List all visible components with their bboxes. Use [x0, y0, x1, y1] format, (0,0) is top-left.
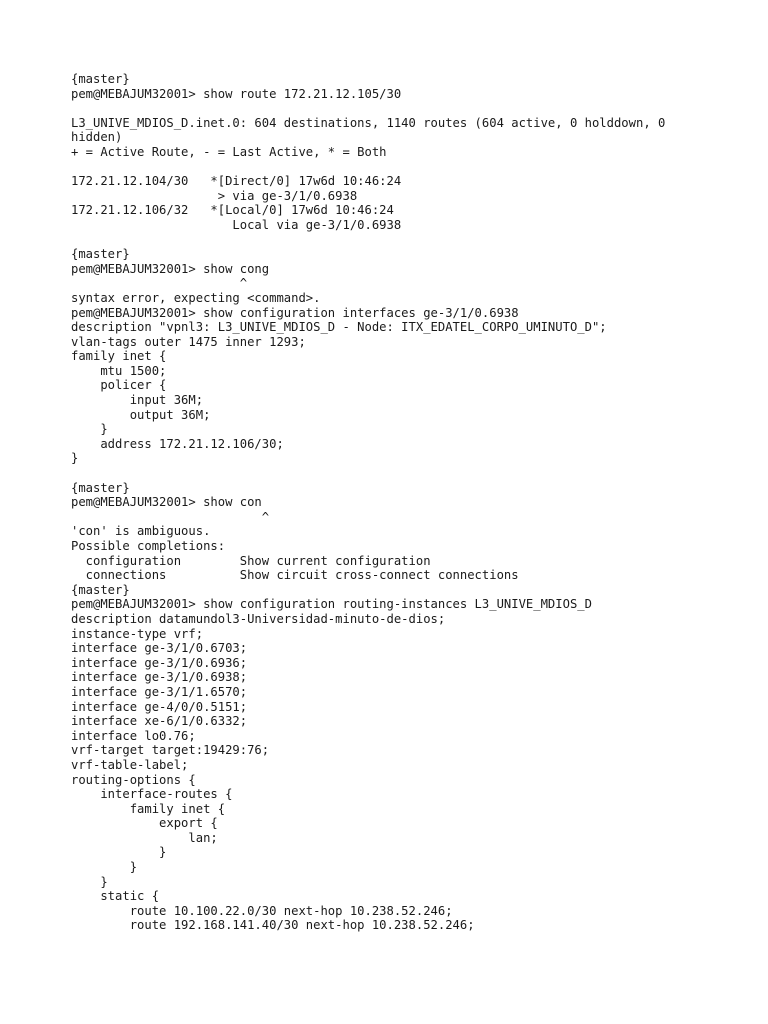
- line-config: interface ge-3/1/0.6936;: [71, 655, 248, 670]
- line-config: family inet {: [71, 349, 167, 364]
- line-route-table-summary-wrap: hidden): [71, 130, 123, 145]
- line-route-entry: 172.21.12.104/30 *[Direct/0] 17w6d 10:46:24: [71, 174, 402, 189]
- line-config: policer {: [71, 378, 167, 393]
- line-config: }: [71, 422, 108, 437]
- line-config: route 192.168.141.40/30 next-hop 10.238.52.246;: [71, 918, 475, 933]
- line-config: interface xe-6/1/0.6332;: [71, 714, 248, 729]
- line-command-show-cong: pem@MEBAJUM32001> show cong: [71, 261, 270, 276]
- line-route-entry: 172.21.12.106/32 *[Local/0] 17w6d 10:46:24: [71, 203, 394, 218]
- line-config: interface-routes {: [71, 787, 233, 802]
- line-route-nexthop: Local via ge-3/1/0.6938: [71, 217, 402, 232]
- line-blank: [71, 233, 761, 248]
- line-syntax-error: syntax error, expecting <command>.: [71, 290, 321, 305]
- line-config: lan;: [71, 830, 218, 845]
- line-command-show-route: pem@MEBAJUM32001> show route 172.21.12.105/30: [71, 86, 402, 101]
- line-config: routing-options {: [71, 772, 196, 787]
- line-config: family inet {: [71, 801, 226, 816]
- line-config: }: [71, 451, 79, 466]
- line-command-show-config-routing-instances: pem@MEBAJUM32001> show configuration routing-instances L3_UNIVE_MDIOS_D: [71, 597, 592, 612]
- line-command-show-config-interfaces: pem@MEBAJUM32001> show configuration interfaces ge-3/1/0.6938: [71, 305, 519, 320]
- line-config: static {: [71, 889, 160, 904]
- line-config: description datamundol3-Universidad-minuto-de-dios;: [71, 611, 446, 626]
- line-config: vrf-target target:19429:76;: [71, 743, 270, 758]
- line-blank: [71, 466, 761, 481]
- line-route-legend: + = Active Route, - = Last Active, * = Both: [71, 144, 387, 159]
- line-blank: [71, 101, 761, 116]
- line-config: interface ge-3/1/0.6938;: [71, 670, 248, 685]
- line-config: interface lo0.76;: [71, 728, 196, 743]
- line-config: }: [71, 860, 138, 875]
- line-config: interface ge-3/1/1.6570;: [71, 684, 248, 699]
- line-config: interface ge-3/1/0.6703;: [71, 641, 248, 656]
- line-prompt-context: {master}: [71, 480, 130, 495]
- line-config: description "vpnl3: L3_UNIVE_MDIOS_D - Node: ITX_EDATEL_CORPO_UMINUTO_D";: [71, 320, 607, 335]
- line-command-show-con: pem@MEBAJUM32001> show con: [71, 495, 262, 510]
- line-prompt-context: {master}: [71, 72, 130, 86]
- line-ambiguous-error: 'con' is ambiguous.: [71, 524, 211, 539]
- line-config: route 10.100.22.0/30 next-hop 10.238.52.246;: [71, 903, 453, 918]
- line-config: output 36M;: [71, 407, 211, 422]
- line-config: address 172.21.12.106/30;: [71, 436, 284, 451]
- line-blank: [71, 160, 761, 175]
- line-config: instance-type vrf;: [71, 626, 204, 641]
- line-config: mtu 1500;: [71, 363, 167, 378]
- line-error-caret: ^: [71, 509, 270, 524]
- line-error-caret: ^: [71, 276, 248, 291]
- line-route-table-summary: L3_UNIVE_MDIOS_D.inet.0: 604 destinations, 1140 routes (604 active, 0 holddown, 0: [71, 115, 666, 130]
- line-config: interface ge-4/0/0.5151;: [71, 699, 248, 714]
- line-config: export {: [71, 816, 218, 831]
- line-prompt-context: {master}: [71, 582, 130, 597]
- line-config: }: [71, 845, 167, 860]
- line-completions-header: Possible completions:: [71, 539, 226, 553]
- line-config: }: [71, 874, 108, 889]
- line-config: input 36M;: [71, 393, 204, 408]
- line-prompt-context: {master}: [71, 247, 130, 262]
- line-route-nexthop: > via ge-3/1/0.6938: [71, 188, 358, 203]
- line-config: vlan-tags outer 1475 inner 1293;: [71, 334, 306, 349]
- terminal-transcript: [71, 72, 761, 933]
- line-completion-option: connections Show circuit cross-connect connections: [71, 568, 519, 583]
- line-config: vrf-table-label;: [71, 757, 189, 772]
- line-completion-option: configuration Show current configuration: [71, 553, 431, 568]
